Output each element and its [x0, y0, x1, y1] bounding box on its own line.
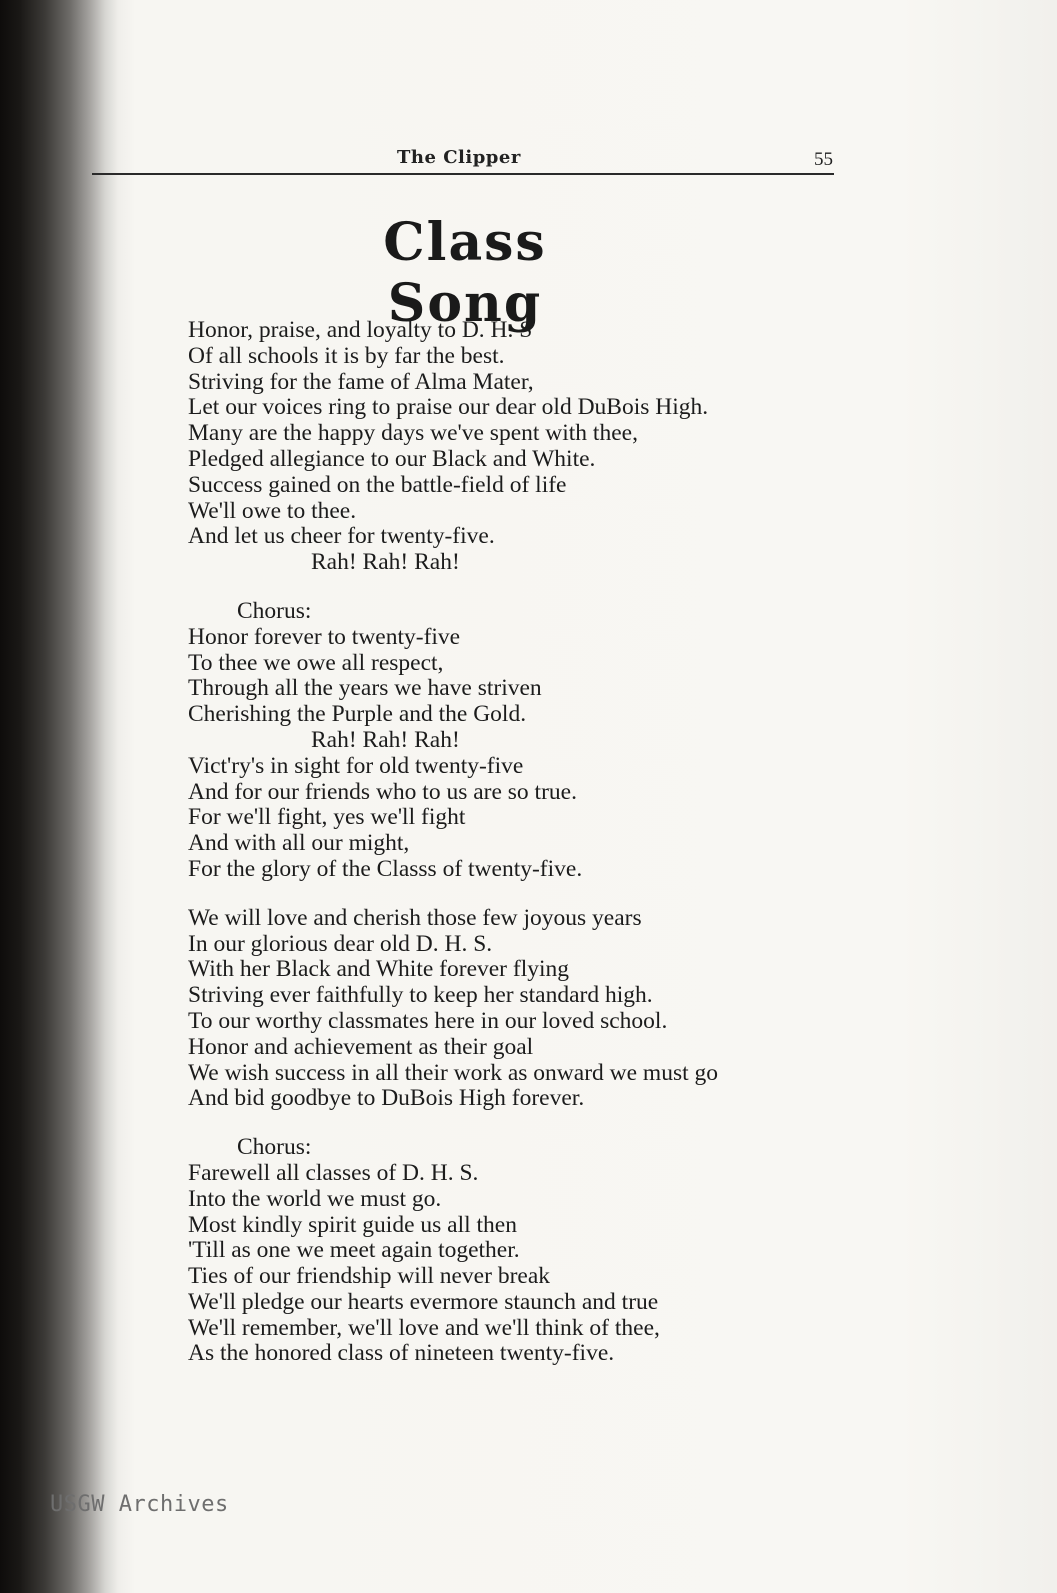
stanza-gap — [188, 576, 848, 599]
verse-line: To our worthy classmates here in our loved school. — [188, 1007, 668, 1034]
verse-line: Of all schools it is by far the best. — [188, 342, 505, 369]
verse-line: And let us cheer for twenty-five. — [188, 523, 495, 550]
chorus-line: To thee we owe all respect, — [188, 649, 444, 676]
cheer-line: Rah! Rah! Rah! — [311, 549, 460, 576]
chorus-line: Through all the years we have striven — [188, 675, 542, 702]
chorus-line: Into the world we must go. — [188, 1185, 442, 1212]
chorus-line: Honor forever to twenty-five — [188, 623, 461, 650]
chorus-line: We'll pledge our hearts evermore staunch and true — [188, 1288, 659, 1315]
verse-line: With her Black and White forever flying — [188, 956, 570, 983]
verse-line: Striving for the fame of Alma Mater, — [188, 368, 534, 395]
chorus-line: And with all our might, — [188, 830, 410, 857]
chorus-line: Cherishing the Purple and the Gold. — [188, 701, 527, 728]
verse-line: We will love and cherish those few joyous years — [188, 904, 642, 931]
chorus-line: Farewell all classes of D. H. S. — [188, 1159, 479, 1186]
verse-line: In our glorious dear old D. H. S. — [188, 930, 493, 957]
chorus-line: 'Till as one we meet again together. — [188, 1237, 520, 1264]
chorus-line: As the honored class of nineteen twenty-five. — [188, 1340, 615, 1367]
archive-watermark: USGW Archives — [50, 1492, 229, 1517]
verse-line: We wish success in all their work as onward we must go — [188, 1059, 719, 1086]
chorus-line: For the glory of the Classs of twenty-five. — [188, 855, 583, 882]
verse-line: Many are the happy days we've spent with thee, — [188, 420, 638, 447]
verse-line: And bid goodbye to DuBois High forever. — [188, 1085, 585, 1112]
verse-line: Success gained on the battle-field of life — [188, 471, 567, 498]
page-number: 55 — [814, 149, 833, 170]
chorus-line: Most kindly spirit guide us all then — [188, 1211, 517, 1238]
stanza-gap — [188, 883, 848, 906]
chorus-line: We'll remember, we'll love and we'll think of thee, — [188, 1314, 660, 1341]
lyrics-body — [188, 318, 848, 1367]
running-title: The Clipper — [397, 147, 521, 168]
header-rule — [92, 173, 834, 175]
chorus-line: Vict'ry's in sight for old twenty-five — [188, 752, 524, 779]
chorus-label: Chorus: — [237, 597, 312, 624]
verse-line: Honor and achievement as their goal — [188, 1033, 534, 1060]
chorus-line: And for our friends who to us are so true. — [188, 778, 577, 805]
chorus-line: Ties of our friendship will never break — [188, 1263, 551, 1290]
chorus-line: For we'll fight, yes we'll fight — [188, 804, 466, 831]
verse-line: Pledged allegiance to our Black and White. — [188, 445, 596, 472]
verse-line: Let our voices ring to praise our dear old DuBois High. — [188, 394, 709, 421]
stanza-gap — [188, 1112, 848, 1135]
verse-line: Honor, praise, and loyalty to D. H. S — [188, 317, 533, 343]
verse-line: Striving ever faithfully to keep her standard high. — [188, 982, 653, 1009]
song-title: Class Song — [383, 212, 547, 334]
cheer-line: Rah! Rah! Rah! — [311, 726, 460, 753]
chorus-label: Chorus: — [237, 1134, 312, 1161]
verse-line: We'll owe to thee. — [188, 497, 357, 524]
